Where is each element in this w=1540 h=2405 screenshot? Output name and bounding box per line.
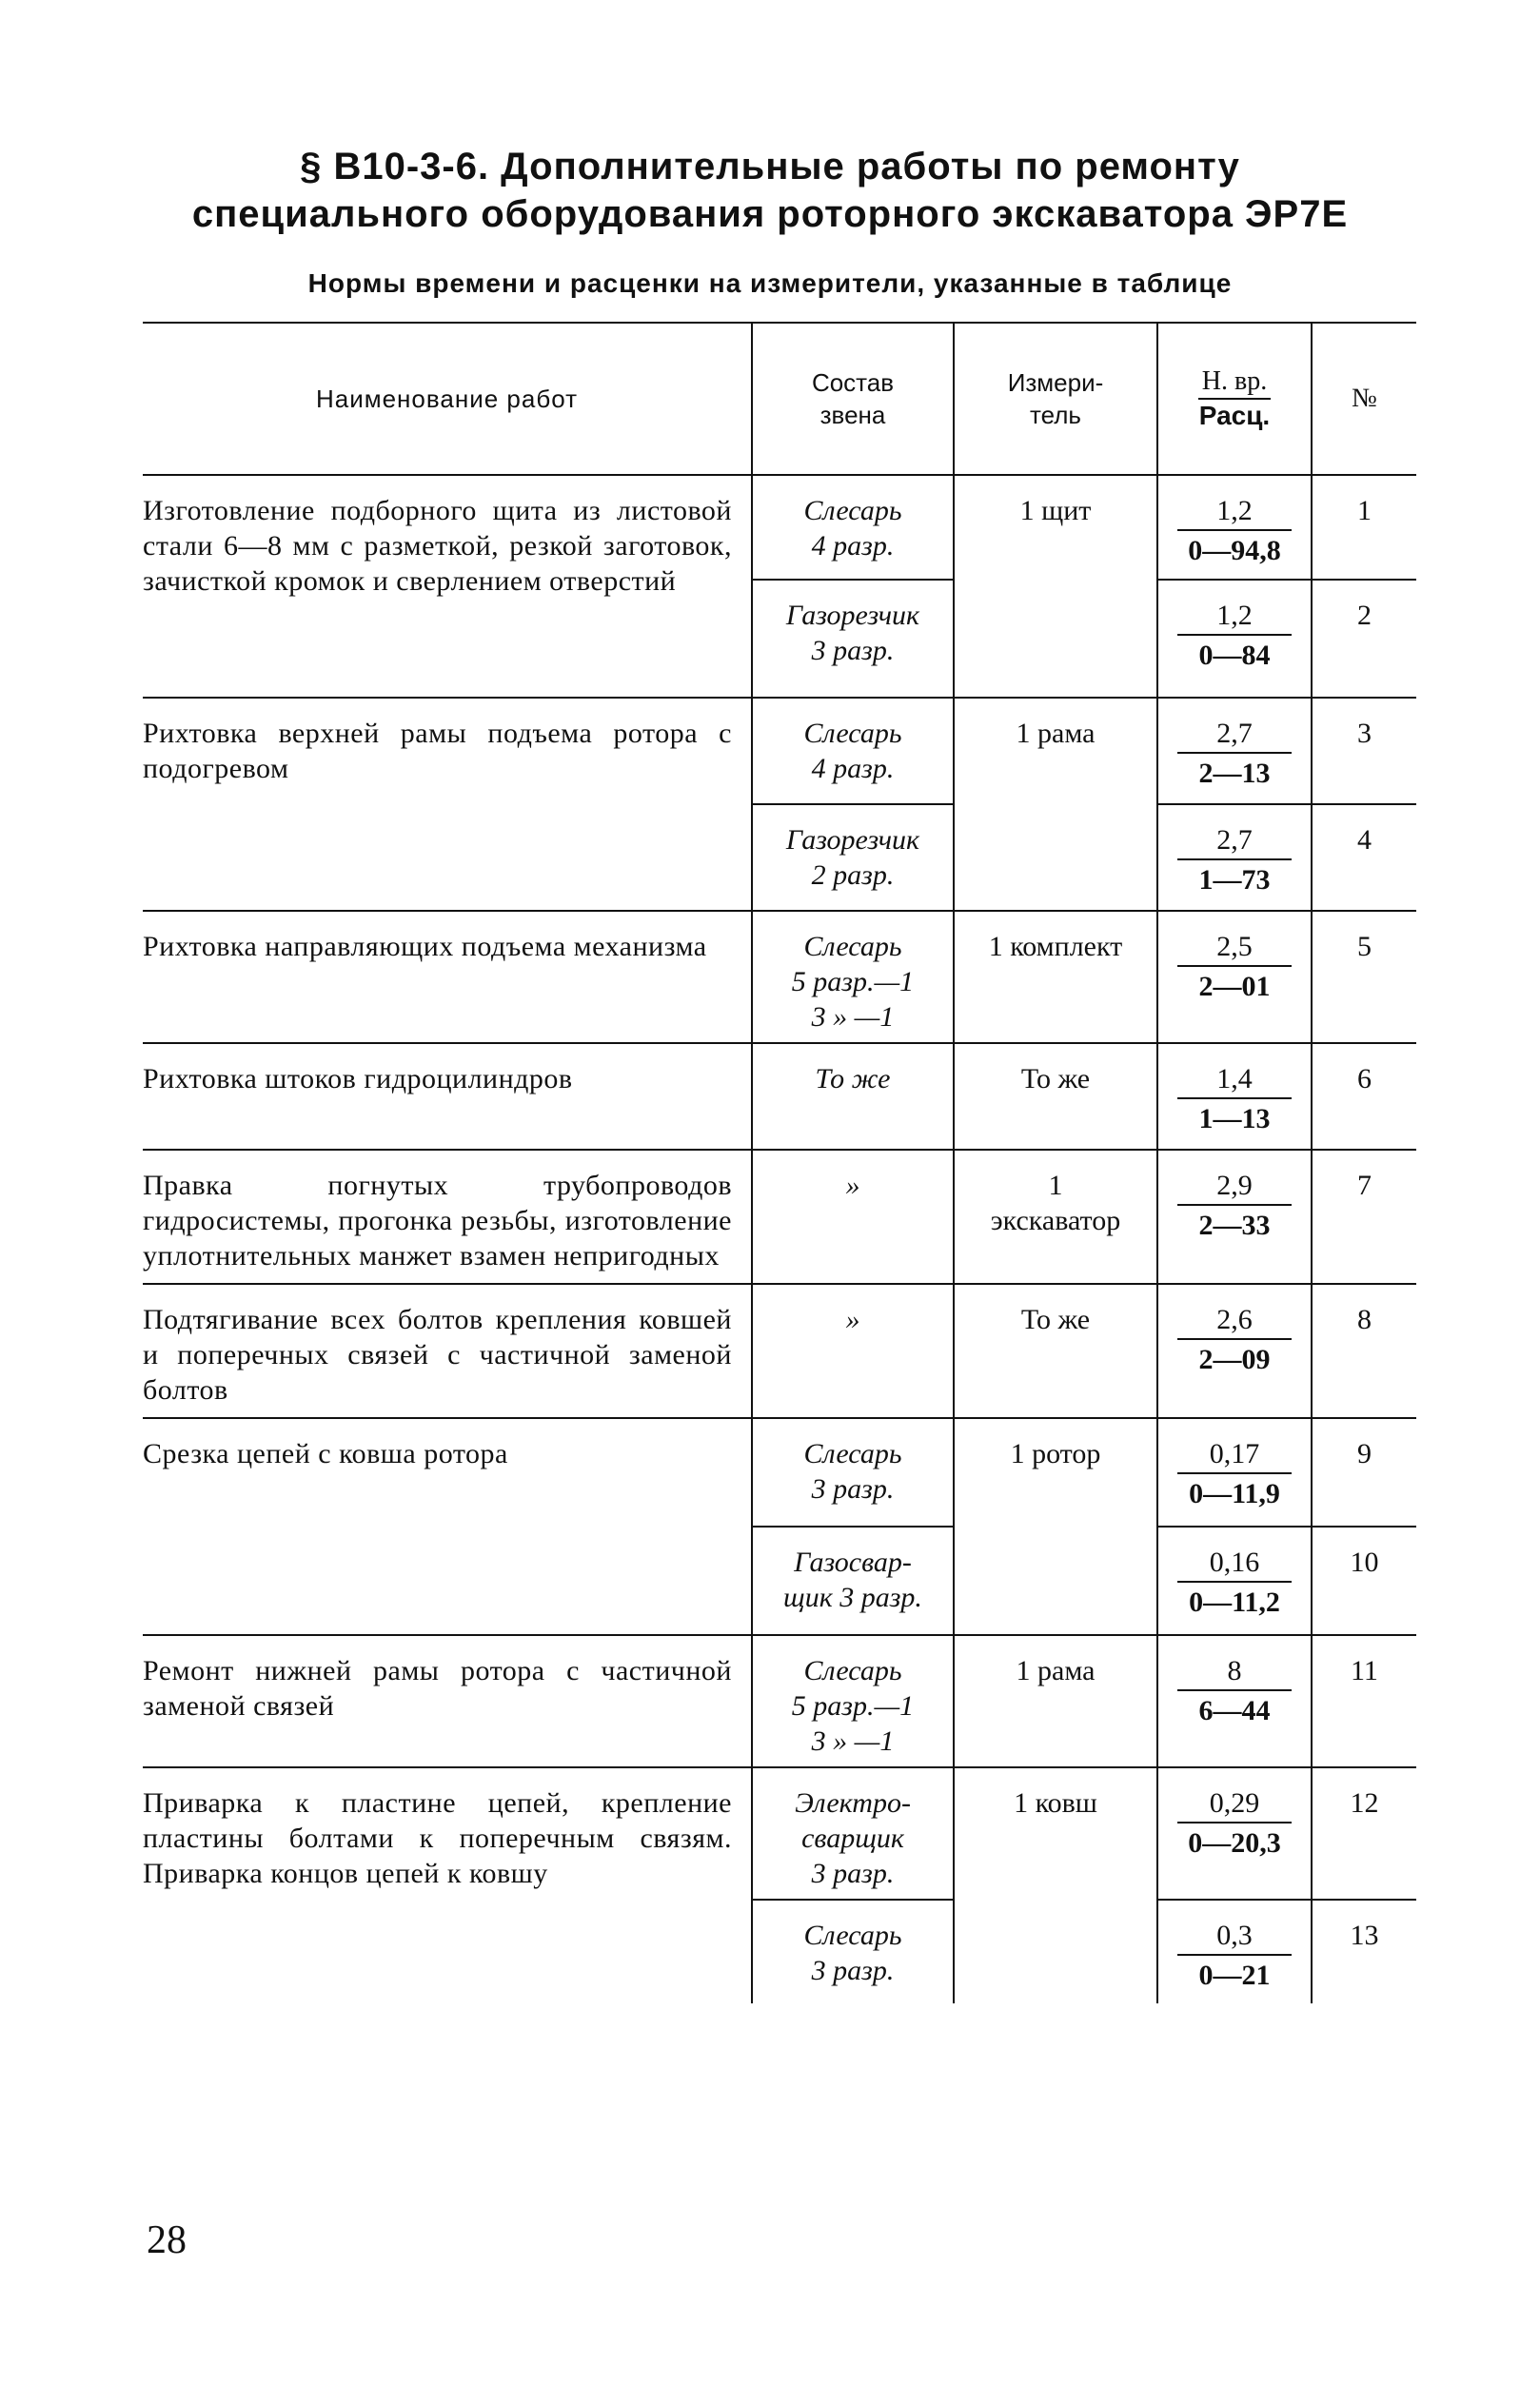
norm-cell <box>1157 1767 1312 1900</box>
work-name: Рихтовка штоков гидроцилиндров <box>143 1043 752 1150</box>
crew-cell <box>752 804 954 911</box>
row-number: 1 <box>1312 475 1416 580</box>
crew-line: 3 разр. <box>811 1473 895 1505</box>
norm-cell <box>1157 698 1312 804</box>
norm-time: 0,29 <box>1177 1785 1292 1823</box>
table-row <box>143 1150 1416 1284</box>
section-title-line2: специального оборудования роторного экскаватора ЭР7Е <box>191 193 1349 235</box>
measure-cell: 1 комплект <box>954 911 1157 1043</box>
crew-line: Слесарь <box>803 718 902 749</box>
norm-cell <box>1157 1043 1312 1150</box>
crew-line: Газорезчик <box>785 600 920 631</box>
row-number: 4 <box>1312 804 1416 911</box>
norm-cell <box>1157 1150 1312 1284</box>
table-row <box>143 911 1416 1043</box>
crew-line: То же <box>815 1063 891 1094</box>
norm-time: 8 <box>1177 1653 1292 1691</box>
header-crew-line2: звена <box>819 401 886 429</box>
norm-rate: 0—20,3 <box>1188 1827 1281 1859</box>
norm-rate: 2—09 <box>1198 1344 1271 1375</box>
norm-rate: 6—44 <box>1198 1695 1271 1726</box>
norms-table <box>143 322 1416 2003</box>
norm-cell <box>1157 1527 1312 1635</box>
work-name: Изготовление подборного щита из листовой стали 6—8 мм с разметкой, резкой заготовок, зачисткой кромок и сверлением отверстий <box>143 475 752 698</box>
crew-line: 5 разр.—1 <box>791 966 915 997</box>
crew-cell <box>752 1767 954 1900</box>
section-title <box>0 143 1540 238</box>
row-number: 5 <box>1312 911 1416 1043</box>
norm-time: 2,6 <box>1177 1302 1292 1340</box>
row-number: 9 <box>1312 1418 1416 1527</box>
crew-line: 3 » —1 <box>811 1001 895 1033</box>
table-row <box>143 1284 1416 1418</box>
norm-time: 2,9 <box>1177 1168 1292 1206</box>
work-name: Рихтовка верхней рамы подъема ротора с подогревом <box>143 698 752 911</box>
crew-cell <box>752 1150 954 1284</box>
norm-rate: 1—73 <box>1198 864 1271 896</box>
crew-line: сварщик <box>801 1823 904 1854</box>
header-measure-line1: Измери- <box>1007 368 1104 397</box>
crew-line: Слесарь <box>803 1438 902 1469</box>
crew-line: 3 разр. <box>811 1955 895 1986</box>
table-row <box>143 475 1416 580</box>
crew-line: щик 3 разр. <box>783 1582 922 1613</box>
crew-line: 5 разр.—1 <box>791 1690 915 1722</box>
crew-cell <box>752 1527 954 1635</box>
work-name: Срезка цепей с ковша ротора <box>143 1418 752 1635</box>
norm-rate: 0—11,9 <box>1189 1478 1280 1509</box>
table-row <box>143 1418 1416 1527</box>
crew-cell <box>752 1900 954 2003</box>
table-row <box>143 698 1416 804</box>
measure-cell: 1 рама <box>954 1635 1157 1767</box>
norm-rate: 2—13 <box>1198 758 1271 789</box>
row-number: 7 <box>1312 1150 1416 1284</box>
crew-cell <box>752 911 954 1043</box>
row-number: 3 <box>1312 698 1416 804</box>
header-norm <box>1157 323 1312 475</box>
crew-line: Газосвар- <box>794 1547 912 1578</box>
work-name: Подтягивание всех болтов крепления ковшей и поперечных связей с частичной заменой болтов <box>143 1284 752 1418</box>
crew-line: 3 разр. <box>811 1858 895 1889</box>
row-number: 2 <box>1312 580 1416 698</box>
norm-rate: 0—11,2 <box>1189 1587 1280 1618</box>
table-header <box>143 323 1416 475</box>
work-name: Правка погнутых трубопроводов гидросистемы, прогонка резьбы, изготовление уплотнительных манжет взамен непригодных <box>143 1150 752 1284</box>
norm-time: 2,5 <box>1177 929 1292 967</box>
work-name: Ремонт нижней рамы ротора с частичной заменой связей <box>143 1635 752 1767</box>
norm-cell <box>1157 475 1312 580</box>
table-row <box>143 1635 1416 1767</box>
measure-cell: 1 ротор <box>954 1418 1157 1635</box>
norm-time: 1,4 <box>1177 1061 1292 1099</box>
crew-line: 2 разр. <box>811 859 895 891</box>
measure-cell: 1 экскаватор <box>954 1150 1157 1284</box>
header-crew <box>752 323 954 475</box>
page-number: 28 <box>147 2218 187 2262</box>
measure-cell: То же <box>954 1284 1157 1418</box>
norm-cell <box>1157 804 1312 911</box>
header-measure-line2: тель <box>1030 401 1081 429</box>
work-name: Рихтовка направляющих подъема механизма <box>143 911 752 1043</box>
header-name: Наименование работ <box>143 323 752 475</box>
norm-cell <box>1157 1418 1312 1527</box>
norm-cell <box>1157 1635 1312 1767</box>
norm-time: 0,16 <box>1177 1545 1292 1583</box>
crew-line: Слесарь <box>803 495 902 526</box>
crew-line: Слесарь <box>803 1920 902 1951</box>
crew-cell <box>752 580 954 698</box>
crew-cell <box>752 698 954 804</box>
measure-cell: 1 ковш <box>954 1767 1157 2003</box>
norm-rate: 0—21 <box>1198 1960 1271 1991</box>
row-number: 10 <box>1312 1527 1416 1635</box>
crew-line: 3 разр. <box>811 635 895 666</box>
table-row <box>143 1043 1416 1150</box>
crew-cell <box>752 1043 954 1150</box>
crew-cell <box>752 1284 954 1418</box>
header-norm-rate: Расц. <box>1198 400 1271 430</box>
norm-rate: 2—01 <box>1198 971 1271 1002</box>
header-measure <box>954 323 1157 475</box>
crew-line: Слесарь <box>803 931 902 962</box>
header-number: № <box>1312 323 1416 475</box>
crew-line: Газорезчик <box>785 824 920 856</box>
norm-rate: 0—94,8 <box>1188 535 1281 566</box>
table-body <box>143 475 1416 2003</box>
measure-cell: То же <box>954 1043 1157 1150</box>
section-subtitle: Нормы времени и расценки на измерители, указанные в таблице <box>307 268 1233 298</box>
norm-rate: 0—84 <box>1198 640 1271 671</box>
work-name: Приварка к пластине цепей, крепление пластины болтами к поперечным связям. Приварка концов цепей к ковшу <box>143 1767 752 2003</box>
norm-time: 2,7 <box>1177 716 1292 754</box>
norm-cell <box>1157 1900 1312 2003</box>
row-number: 13 <box>1312 1900 1416 2003</box>
crew-line: » <box>845 1170 860 1201</box>
norm-cell <box>1157 1284 1312 1418</box>
header-crew-line1: Состав <box>811 368 895 397</box>
norm-time: 1,2 <box>1177 598 1292 636</box>
crew-line: 3 » —1 <box>811 1725 895 1757</box>
crew-line: » <box>845 1304 860 1335</box>
crew-line: 4 разр. <box>811 753 895 784</box>
norm-rate: 1—13 <box>1198 1103 1271 1134</box>
crew-cell <box>752 1418 954 1527</box>
table-row <box>143 1767 1416 1900</box>
norm-time: 0,3 <box>1177 1918 1292 1956</box>
crew-cell <box>752 1635 954 1767</box>
crew-line: Электро- <box>795 1787 911 1819</box>
row-number: 12 <box>1312 1767 1416 1900</box>
row-number: 8 <box>1312 1284 1416 1418</box>
crew-line: Слесарь <box>803 1655 902 1686</box>
norm-rate: 2—33 <box>1198 1210 1271 1241</box>
row-number: 6 <box>1312 1043 1416 1150</box>
row-number: 11 <box>1312 1635 1416 1767</box>
norm-time: 2,7 <box>1177 822 1292 860</box>
section-title-line1: § В10-3-6. Дополнительные работы по ремонту <box>300 146 1240 187</box>
header-norm-time: Н. вр. <box>1198 365 1271 400</box>
norm-cell <box>1157 580 1312 698</box>
measure-cell: 1 рама <box>954 698 1157 911</box>
measure-cell: 1 щит <box>954 475 1157 698</box>
norm-cell <box>1157 911 1312 1043</box>
norm-time: 0,17 <box>1177 1436 1292 1474</box>
crew-line: 4 разр. <box>811 530 895 562</box>
crew-cell <box>752 475 954 580</box>
norm-time: 1,2 <box>1177 493 1292 531</box>
